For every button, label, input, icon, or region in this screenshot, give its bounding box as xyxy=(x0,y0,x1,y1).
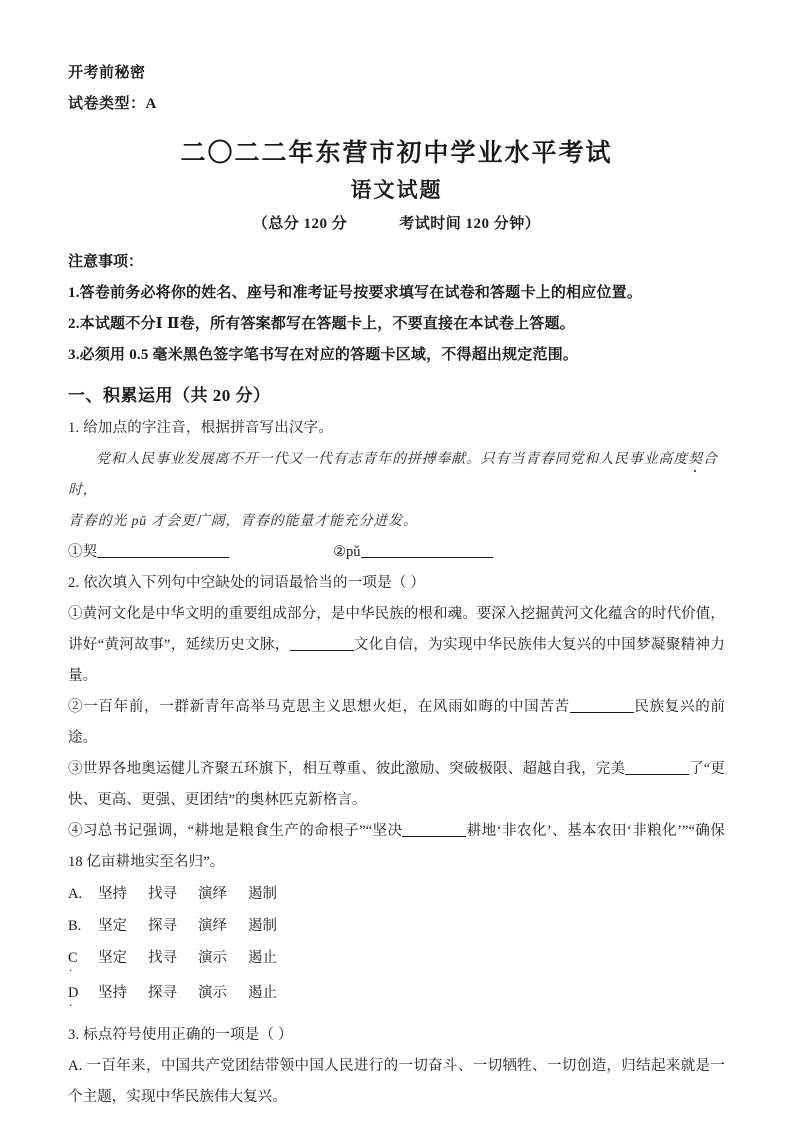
option-c-word-3: 演示 xyxy=(198,950,227,966)
item-3-text-after-blank: 了“更快、更高、更强、更团结”的奥林匹克新格言。 xyxy=(68,761,725,808)
item-2-blank[interactable] xyxy=(570,698,634,713)
section-heading-one: 一、积累运用（共 20 分） xyxy=(68,386,271,405)
item-4-text-before-blank: ④习总书记强调，“耕地是粮食生产的命根子”“坚决 xyxy=(68,823,403,839)
option-d-label: D . xyxy=(68,974,98,1012)
page-content xyxy=(68,58,725,1113)
option-d-word-3: 演示 xyxy=(198,985,227,1001)
question-2-item-2 xyxy=(68,692,725,754)
option-a-word-1: 坚持 xyxy=(98,886,127,902)
question-2-item-1 xyxy=(68,599,725,692)
total-score-text: （总分 120 分 xyxy=(252,216,348,232)
question-2-stem: 2. 依次填入下列句中空缺处的词语最恰当的一项是（ ） xyxy=(68,575,426,591)
question-3-option-a[interactable] xyxy=(68,1051,725,1113)
q3-option-a-label: A. xyxy=(68,1058,83,1074)
option-b-word-4: 遏制 xyxy=(248,918,277,934)
passage-text-after-emphasis: 合时， xyxy=(68,452,718,498)
question-1-answer-blanks xyxy=(68,537,725,568)
item-1-blank[interactable] xyxy=(290,636,354,651)
question-1-passage-line2: 青春的光 pǔ 才会更广阔，青春的能量才能充分迸发。 xyxy=(68,514,418,529)
notice-item-3: 3.必须用 0.5 毫米黑色签字笔书写在对应的答题卡区域，不得超出规定范围。 xyxy=(68,347,579,363)
notice-item-2: 2.本试题不分Ⅰ Ⅱ卷，所有答案都写在答题卡上，不要直接在本试卷上答题。 xyxy=(68,316,575,332)
option-b-word-2: 探寻 xyxy=(148,918,177,934)
question-2-item-3 xyxy=(68,754,725,816)
option-a-word-3: 演绎 xyxy=(198,886,227,902)
question-3-stem: 3. 标点符号使用正确的一项是（ ） xyxy=(68,1027,293,1043)
notice-item-1: 1.答卷前务必将你的姓名、座号和准考证号按要求填写在试卷和答题卡上的相应位置。 xyxy=(68,285,643,301)
item-2-text-before-blank: ②一百年前，一群新青年高举马克思主义思想火炬，在风雨如晦的中国苦苦 xyxy=(68,699,570,715)
item-3-blank[interactable] xyxy=(625,760,689,775)
blank-2-field[interactable] xyxy=(361,542,493,558)
item-4-blank[interactable] xyxy=(402,822,466,837)
emphasis-marked-char: 契 xyxy=(688,452,703,467)
exam-main-title: 二〇二二年东营市初中学业水平考试 xyxy=(180,140,613,167)
question-2-option-c[interactable] xyxy=(68,942,725,974)
notice-heading: 注意事项： xyxy=(68,254,144,270)
option-d-word-4: 遏止 xyxy=(248,985,277,1001)
blank-1-label: ①契 xyxy=(68,544,97,560)
option-a-label: A. xyxy=(68,886,83,902)
question-2-option-d[interactable] xyxy=(68,974,725,1012)
option-a-word-2: 找寻 xyxy=(148,886,177,902)
exam-subject-title: 语文试题 xyxy=(350,178,443,202)
question-2-option-a[interactable] xyxy=(68,878,725,910)
score-time-line xyxy=(68,207,725,241)
blank-2-label: ②pǔ xyxy=(333,544,361,560)
item-1-text-after-blank: 文化自信，为实现中华民族伟大复兴的中国梦凝聚精神力量。 xyxy=(68,637,725,684)
item-1-text-before-blank: ①黄河文化是中华文明的重要组成部分，是中华民族的根和魂。要深入挖掘黄河文化蕴含的时代价值，讲好“黄河故事”，延续历史文脉， xyxy=(68,606,725,653)
exam-duration-text: 考试时间 120 分钟） xyxy=(399,216,541,232)
item-2-text-after-blank: 民族复兴的前途。 xyxy=(68,699,725,746)
question-1-stem: 1. 给加点的字注音，根据拼音写出汉字。 xyxy=(68,420,333,436)
paper-type-line: 试卷类型：A xyxy=(68,96,157,112)
item-4-text-after-blank: 耕地‘非农化’、基本农田‘非粮化’”“确保 18 亿亩耕地实至名归”。 xyxy=(68,823,725,870)
option-c-word-4: 遏止 xyxy=(248,950,277,966)
question-2-option-b[interactable] xyxy=(68,910,725,942)
option-b-label: B. xyxy=(68,918,82,934)
option-b-word-1: 坚定 xyxy=(98,918,127,934)
question-2-item-4 xyxy=(68,816,725,878)
question-1-passage xyxy=(68,444,725,506)
option-c-label: C . xyxy=(68,942,98,974)
q3-option-a-text: 一百年来，中国共产党团结带领中国人民进行的一切奋斗、一切牺牲、一切创造，归结起来就是一个主题，实现中华民族伟大复兴。 xyxy=(68,1058,725,1105)
blank-1-field[interactable] xyxy=(97,542,229,558)
option-d-word-2: 探寻 xyxy=(148,985,177,1001)
option-c-word-1: 坚定 xyxy=(98,950,127,966)
option-a-word-4: 遏制 xyxy=(248,886,277,902)
passage-text-before-emphasis: 党和人民事业发展离不开一代又一代有志青年的拼搏奉献。只有当青春同党和人民事业高度 xyxy=(96,452,688,467)
option-b-word-3: 演绎 xyxy=(198,918,227,934)
option-d-word-1: 坚持 xyxy=(98,985,127,1001)
option-c-word-2: 找寻 xyxy=(148,950,177,966)
item-3-text-before-blank: ③世界各地奥运健儿齐聚五环旗下，相互尊重、彼此激励、突破极限、超越自我，完美 xyxy=(68,761,626,777)
secret-notice: 开考前秘密 xyxy=(68,65,146,81)
